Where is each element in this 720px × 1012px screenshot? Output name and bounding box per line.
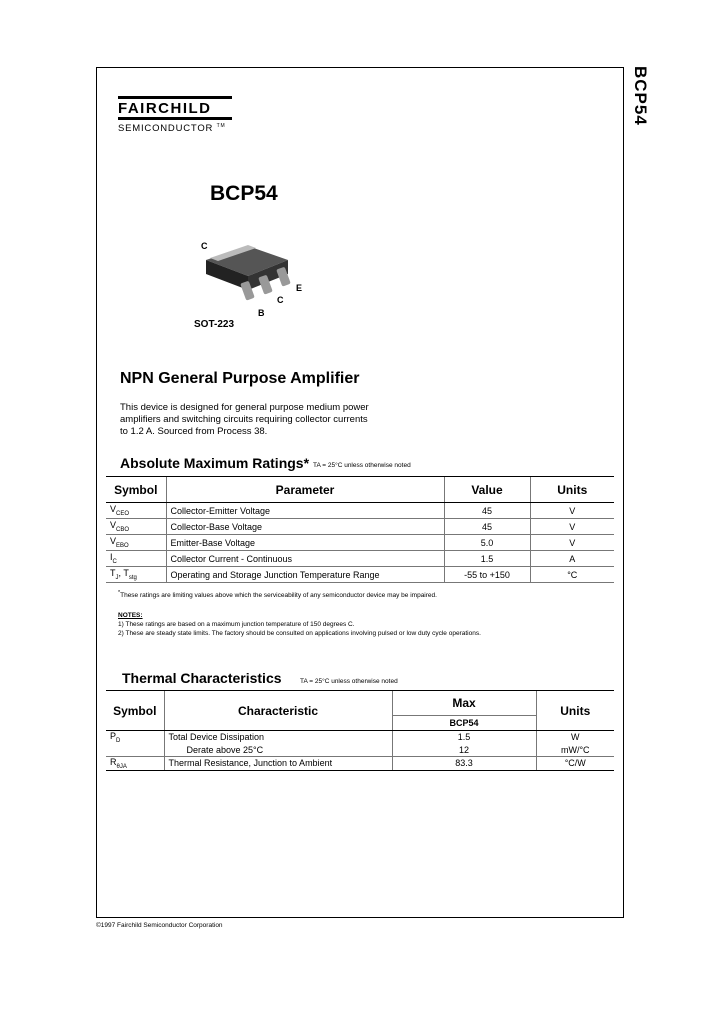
col-header-max: Max bbox=[392, 691, 536, 716]
abs-max-table bbox=[106, 476, 614, 583]
abs-max-footnote: *These ratings are limiting values above which the serviceability of any semiconductor device may be impaired. bbox=[118, 590, 437, 600]
units-cell: W bbox=[536, 731, 614, 744]
units-cell: °C bbox=[530, 567, 614, 583]
note-line: 2) These are steady state limits. The factory should be consulted on applications involving pulsed or low duty cycle operations. bbox=[118, 630, 481, 637]
value-cell: 12 bbox=[392, 744, 536, 757]
characteristic-cell: Thermal Resistance, Junction to Ambient bbox=[164, 756, 392, 770]
units-cell: mW/°C bbox=[536, 744, 614, 757]
thermal-table bbox=[106, 690, 614, 771]
units-cell: V bbox=[530, 519, 614, 535]
value-cell: 5.0 bbox=[444, 535, 530, 551]
table-header-row bbox=[106, 691, 614, 716]
symbol-cell: $P_D$ bbox=[110, 731, 121, 744]
symbol-cell: $V_{CBO}$ bbox=[106, 519, 166, 535]
part-number: BCP54 bbox=[210, 182, 278, 205]
characteristic-cell: Total Device Dissipation bbox=[164, 731, 392, 744]
thermal-condition: TA = 25°C unless otherwise noted bbox=[300, 678, 398, 685]
col-subheader-bcp54: BCP54 bbox=[392, 716, 536, 731]
table-row bbox=[106, 744, 614, 757]
col-header-units: Units bbox=[530, 477, 614, 503]
symbol-cell: $V_{CEO}$ bbox=[106, 503, 166, 519]
description-line: amplifiers and switching circuits requiring collector currents bbox=[120, 414, 368, 425]
units-cell: A bbox=[530, 551, 614, 567]
abs-max-title: Absolute Maximum Ratings* bbox=[120, 455, 310, 471]
symbol-cell: $V_{EBO}$ bbox=[106, 535, 166, 551]
pin-label-c: C bbox=[277, 295, 284, 305]
table-row bbox=[106, 756, 614, 770]
col-header-units: Units bbox=[536, 691, 614, 731]
symbol-cell: $I_C$ bbox=[106, 551, 166, 567]
thermal-title: Thermal Characteristics bbox=[122, 670, 282, 686]
product-heading: NPN General Purpose Amplifier bbox=[120, 370, 360, 387]
units-cell: V bbox=[530, 535, 614, 551]
note-line: 1) These ratings are based on a maximum junction temperature of 150 degrees C. bbox=[118, 621, 355, 628]
logo-subtitle: SEMICONDUCTOR ™ bbox=[118, 123, 226, 134]
value-cell: 45 bbox=[444, 503, 530, 519]
value-cell: 1.5 bbox=[444, 551, 530, 567]
col-header-value: Value bbox=[444, 477, 530, 503]
characteristic-cell: Derate above 25°C bbox=[164, 744, 392, 757]
logo-bar-top bbox=[118, 96, 232, 99]
col-header-parameter: Parameter bbox=[166, 477, 444, 503]
notes-label: NOTES: bbox=[118, 612, 143, 619]
description bbox=[120, 402, 390, 438]
value-cell: 45 bbox=[444, 519, 530, 535]
value-cell: -55 to +150 bbox=[444, 567, 530, 583]
parameter-cell: Collector Current - Continuous bbox=[166, 551, 444, 567]
value-cell: 1.5 bbox=[392, 731, 536, 744]
package-name: SOT-223 bbox=[194, 319, 235, 330]
table-row bbox=[106, 535, 614, 551]
units-cell: °C/W bbox=[536, 756, 614, 770]
table-row bbox=[106, 551, 614, 567]
pin-label-b: B bbox=[258, 308, 265, 318]
symbol-cell: $T_J$, $T_{stg}$ bbox=[106, 567, 166, 583]
fairchild-logo bbox=[118, 96, 232, 134]
units-cell: V bbox=[530, 503, 614, 519]
table-row bbox=[106, 731, 614, 744]
parameter-cell: Operating and Storage Junction Temperature Range bbox=[166, 567, 444, 583]
symbol-cell bbox=[106, 744, 164, 757]
table-row bbox=[106, 503, 614, 519]
logo-brand: FAIRCHILD bbox=[118, 100, 212, 117]
table-header-row bbox=[106, 477, 614, 503]
parameter-cell: Collector-Emitter Voltage bbox=[166, 503, 444, 519]
value-cell: 83.3 bbox=[392, 756, 536, 770]
description-line: to 1.2 A. Sourced from Process 38. bbox=[120, 426, 268, 437]
logo-bar-bottom bbox=[118, 117, 232, 120]
col-header-symbol: Symbol bbox=[106, 477, 166, 503]
table-row bbox=[106, 519, 614, 535]
side-part-title: BCP54 bbox=[631, 66, 650, 126]
copyright: ©1997 Fairchild Semiconductor Corporation bbox=[96, 922, 223, 929]
logo-tm: TM bbox=[216, 123, 226, 129]
description-line: This device is designed for general purpose medium power bbox=[120, 402, 369, 413]
pin-label-e: E bbox=[296, 283, 303, 293]
pin-label-c-top: C bbox=[201, 241, 208, 251]
parameter-cell: Emitter-Base Voltage bbox=[166, 535, 444, 551]
col-header-symbol: Symbol bbox=[106, 691, 164, 731]
col-header-characteristic: Characteristic bbox=[164, 691, 392, 731]
abs-max-condition: TA = 25°C unless otherwise noted bbox=[313, 462, 411, 469]
table-row bbox=[106, 567, 614, 583]
symbol-cell: $R_{\theta JA}$ bbox=[106, 756, 164, 770]
parameter-cell: Collector-Base Voltage bbox=[166, 519, 444, 535]
